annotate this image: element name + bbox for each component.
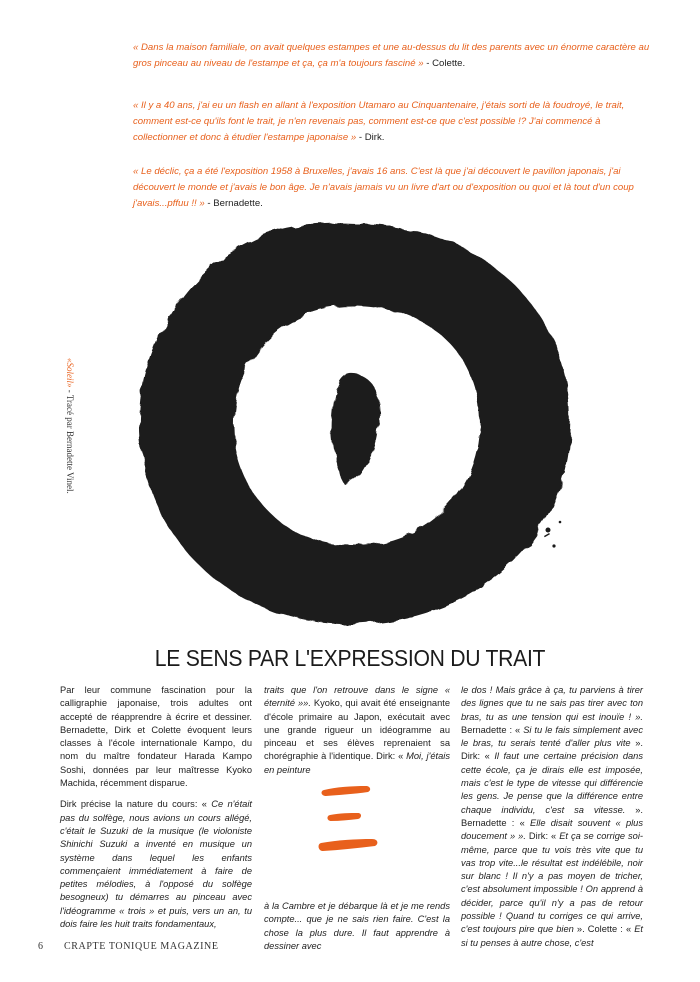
text-run: ». Colette : « (573, 924, 635, 935)
quote-author: - Dirk. (356, 132, 385, 143)
quote-run: à la Cambre et je débarque là et je me rends compte... que je ne sais rien faire. C'est la chose la plus dure. Il faut apprendre à dessiner avec (264, 901, 450, 951)
caption-credit: - Tracé par Bernadette Vinel. (65, 387, 75, 494)
text-run: Dirk: « (525, 831, 560, 842)
quote-author: - Bernadette. (204, 198, 263, 209)
quote-run: Et ça se corrige soi-même, parce que tu vois très vite que tu vas trop vite...le résultat est indélébile, noir sur blanc ! Il n'y a pas moyen de tricher, c'est absolument impossible ! On apprend à décider, parce qu'il n'y a pas de retour possible ! Quand tu corriges ce qui arrive, c'est toujours pire que bien (461, 831, 644, 935)
image-caption (63, 358, 77, 528)
quote-run: Ce n'était pas du solfège, nous avions un cours allégé, c'était le Suzuki de la musique (le violoniste Shinichi Suzuki a inventé en musique un système dans lequel les enfants commençaient immédiatement à faire de petites mélodies, à l'opposé du solfège besogneux) tu démarres au pinceau avec l'idéogramme « trois » et puis, vers un an, tu dois faire les huit traits fondamentaux, (60, 799, 252, 930)
text-run: Kyoko, qui avait été enseignante d'école primaire au Japon, exécutait avec une grande rigueur un idéogramme au pinceau et ses élèves reprenaient sa chorégraphie à l'identique. Dirk: « (264, 698, 450, 762)
text-column-3 (461, 684, 643, 958)
paragraph (461, 684, 643, 950)
quote-text: « Dans la maison familiale, on avait quelques estampes et une au-dessus du lit des parents avec un énorme caractère au gros pinceau au niveau de l'estampe et ça, ça m'a toujours fasciné » (133, 42, 650, 69)
ink-splatter (544, 521, 561, 548)
quote-author: - Colette. (423, 58, 466, 69)
text-run: ». Dirk: « (461, 738, 643, 762)
quote-run: traits que l'on retrouve dans le signe « éternité »». (264, 685, 450, 709)
kanji-stroke-3 (319, 839, 378, 851)
paragraph: Par leur commune fascination pour la calligraphie japonaise, trois adultes ont accepté de réapprendre à écrire et dessiner. Bernadette, Dirk et Colette évoquent leurs classes à l'école internationale Kampo, du nom du maître fondateur Harada Kampo Soshi, données par leur maîtresse Kyoko Machida, récemment disparue. (60, 685, 252, 789)
kanji-three-image (318, 780, 382, 862)
article-title: LE SENS PAR L'EXPRESSION DU TRAIT (154, 645, 546, 671)
quote-run: Si tu le fais simplement avec le bras, tu serais tenté d'aller plus vite (461, 724, 643, 749)
quote-run: Moi, j'étais en peinture (264, 751, 450, 775)
quote-run: Elle disait souvent « plus doucement » ». (461, 817, 643, 842)
text-column-1 (60, 684, 252, 939)
text-run: ». Bernadette : « (461, 804, 643, 828)
paragraph (264, 684, 450, 777)
magazine-name: CRAPTE TONIQUE MAGAZINE (64, 941, 219, 952)
page-number: 6 (38, 941, 43, 952)
text-column-2 (264, 684, 450, 951)
quote-run: Et si tu penses à autre chose, c'est (461, 924, 643, 948)
quote-text: « Le déclic, ça a été l'exposition 1958 à Bruxelles, j'avais 16 ans. C'est là que j'ai découvert le pavillon japonais, j'ai découvert le monde et j'avais le bon âge. Je n'avais jamais vu un livre d'art ou d'exposition ou quoi et là tout d'un coup j'avais...pffuu !! » (133, 166, 634, 209)
quote-run: le dos ! Mais grâce à ça, tu parviens à tirer des lignes que tu ne sais pas tirer avec ton bras, tu as une tension qui est inouïe ! ». (461, 685, 643, 722)
paragraph (60, 798, 252, 931)
text-run: Dirk précise la nature du cours: « (60, 799, 212, 810)
quote-text: « Il y a 40 ans, j'ai eu un flash en allant à l'exposition Utamaro au Cinquantenaire, j'étais sorti de là foudroyé, le trait, comment est-ce qu'ils font le trait, je n'en revenais pas, comment est-ce que c'est possible !? J'ai commencé à collectionner et donc à étudier l'estampe japonaise » (133, 100, 625, 143)
kanji-stroke-2 (327, 813, 361, 821)
text-run: Bernadette : « (461, 724, 524, 735)
kanji-stroke-1 (322, 786, 371, 796)
enso-dot (332, 374, 380, 486)
quote-run: Il faut une certaine précision dans cette école, ça je dirais elle est imposée, mais c'est le type de vitesse qui différencie les gens. Je pense que la différence entre chaque individu, c'est sa vitesse. (461, 751, 643, 815)
caption-title: «Soleil» (65, 358, 75, 388)
paragraph (264, 900, 450, 953)
